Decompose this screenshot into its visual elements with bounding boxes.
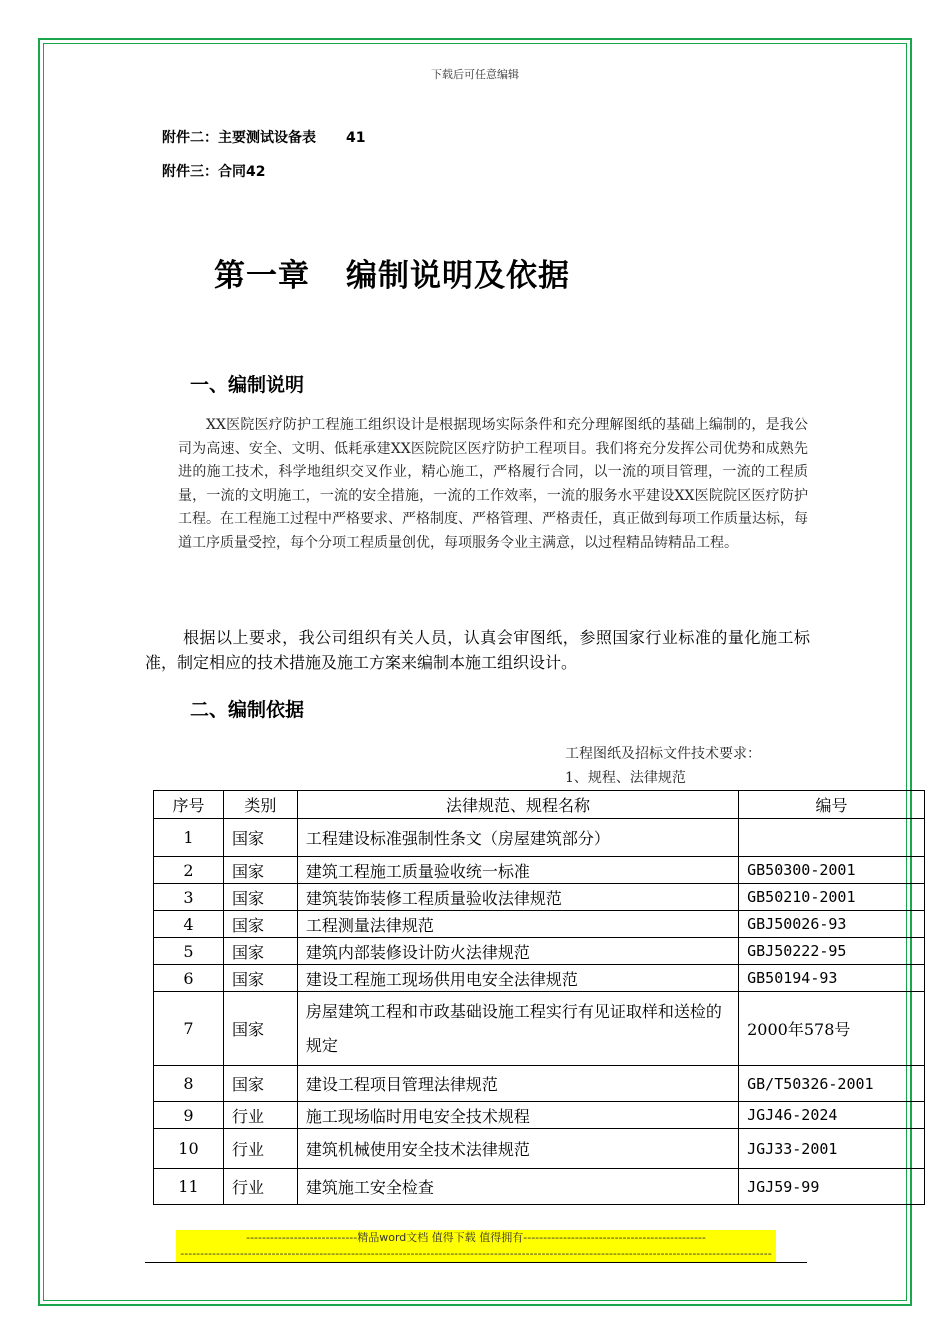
cell-code: JGJ59-99 [739,1169,925,1205]
footer-banner-dashes: ----------------------------------------------------------------------------------------------------------------------------------------------------- [176,1246,776,1262]
paragraph-requirements: 根据以上要求，我公司组织有关人员，认真会审图纸，参照国家行业标准的量化施工标准，制定相应的技术措施及施工方案来编制本施工组织设计。 [145,628,810,672]
table-row [154,911,925,938]
section-heading-1: 一、编制说明 [190,374,305,396]
toc-label: 附件三：合同 [162,164,246,180]
cell-type: 行业 [223,1129,297,1169]
cell-no: 7 [154,992,224,1066]
cell-name: 建筑工程施工质量验收统一标准 [297,857,738,884]
cell-name: 房屋建筑工程和市政基础设施工程实行有见证取样和送检的规定 [297,992,738,1066]
cell-type: 国家 [223,992,297,1066]
header-note: 下载后可任意编辑 [431,68,519,81]
cell-code: JGJ33-2001 [739,1129,925,1169]
cell-name: 工程测量法律规范 [297,911,738,938]
toc-label: 附件二：主要测试设备表 [162,130,316,146]
section-heading-2: 二、编制依据 [190,699,305,721]
cell-name: 建筑内部装修设计防火法律规范 [297,938,738,965]
chapter-title [214,250,570,295]
cell-type: 行业 [223,1102,297,1129]
table-row [154,992,925,1066]
cell-type: 国家 [223,884,297,911]
footer-divider [145,1262,807,1263]
toc-page: 42 [246,164,266,180]
cell-code: GB/T50326-2001 [739,1066,925,1102]
cell-name: 工程建设标准强制性条文（房屋建筑部分） [297,819,738,857]
table-row [154,938,925,965]
toc-item-appendix-3[interactable] [162,161,265,181]
cell-type: 国家 [223,938,297,965]
standards-table [153,790,925,1205]
cell-no: 10 [154,1129,224,1169]
cell-code: GB50300-2001 [739,857,925,884]
cell-type: 国家 [223,1066,297,1102]
table-row [154,1102,925,1129]
table-header-row [154,791,925,819]
cell-type: 行业 [223,1169,297,1205]
cell-name: 建筑施工安全检查 [297,1169,738,1205]
standards-subheading: 1、规程、法律规范 [565,770,686,786]
cell-no: 4 [154,911,224,938]
header-type: 类别 [223,791,297,819]
cell-code: GB50194-93 [739,965,925,992]
chapter-name: 编制说明及依据 [346,258,570,294]
table-row [154,1129,925,1169]
paragraph-description: XX医院医疗防护工程施工组织设计是根据现场实际条件和充分理解图纸的基础上编制的，是我公司为高速、安全、文明、低耗承建XX医院院区医疗防护工程项目。我们将充分发挥公司优势和成熟先进的施工技术，科学地组织交叉作业，精心施工，严格履行合同，以一流的项目管理，一流的工程质量，一流的文明施工，一流的安全措施，一流的工作效率，一流的服务水平建设XX医院院区医疗防护工程。在工程施工过程中严格要求、严格制度、严格管理、严格责任，真正做到每项工作质量达标，每道工序质量受控，每个分项工程质量创优，每项服务令业主满意，以过程精品铸精品工程。 [178,417,808,551]
footer-banner: ----------------------------精品word文档 值得下载 值得拥有---------------------------------------------- [176,1230,776,1246]
cell-code: GBJ50222-95 [739,938,925,965]
cell-code: JGJ46-2024 [739,1102,925,1129]
cell-code: 2000年578号 [739,992,925,1066]
table-row [154,884,925,911]
cell-code [739,819,925,857]
requirements-line: 工程图纸及招标文件技术要求： [565,746,761,762]
cell-name: 建筑装饰装修工程质量验收法律规范 [297,884,738,911]
table-row [154,965,925,992]
cell-no: 1 [154,819,224,857]
toc-page: 41 [346,130,366,146]
header-name: 法律规范、规程名称 [297,791,738,819]
cell-type: 国家 [223,911,297,938]
cell-code: GBJ50026-93 [739,911,925,938]
table-row [154,819,925,857]
toc-item-appendix-2[interactable] [162,127,365,147]
cell-name: 施工现场临时用电安全技术规程 [297,1102,738,1129]
table-row [154,1066,925,1102]
cell-no: 6 [154,965,224,992]
cell-no: 11 [154,1169,224,1205]
cell-code: GB50210-2001 [739,884,925,911]
table-row [154,857,925,884]
cell-name: 建筑机械使用安全技术法律规范 [297,1129,738,1169]
header-code: 编号 [739,791,925,819]
cell-no: 8 [154,1066,224,1102]
cell-no: 2 [154,857,224,884]
cell-type: 国家 [223,819,297,857]
cell-type: 国家 [223,857,297,884]
cell-no: 9 [154,1102,224,1129]
header-no: 序号 [154,791,224,819]
cell-type: 国家 [223,965,297,992]
cell-name: 建设工程项目管理法律规范 [297,1066,738,1102]
chapter-number: 第一章 [214,258,310,294]
cell-name: 建设工程施工现场供用电安全法律规范 [297,965,738,992]
cell-no: 3 [154,884,224,911]
table-row [154,1169,925,1205]
cell-no: 5 [154,938,224,965]
